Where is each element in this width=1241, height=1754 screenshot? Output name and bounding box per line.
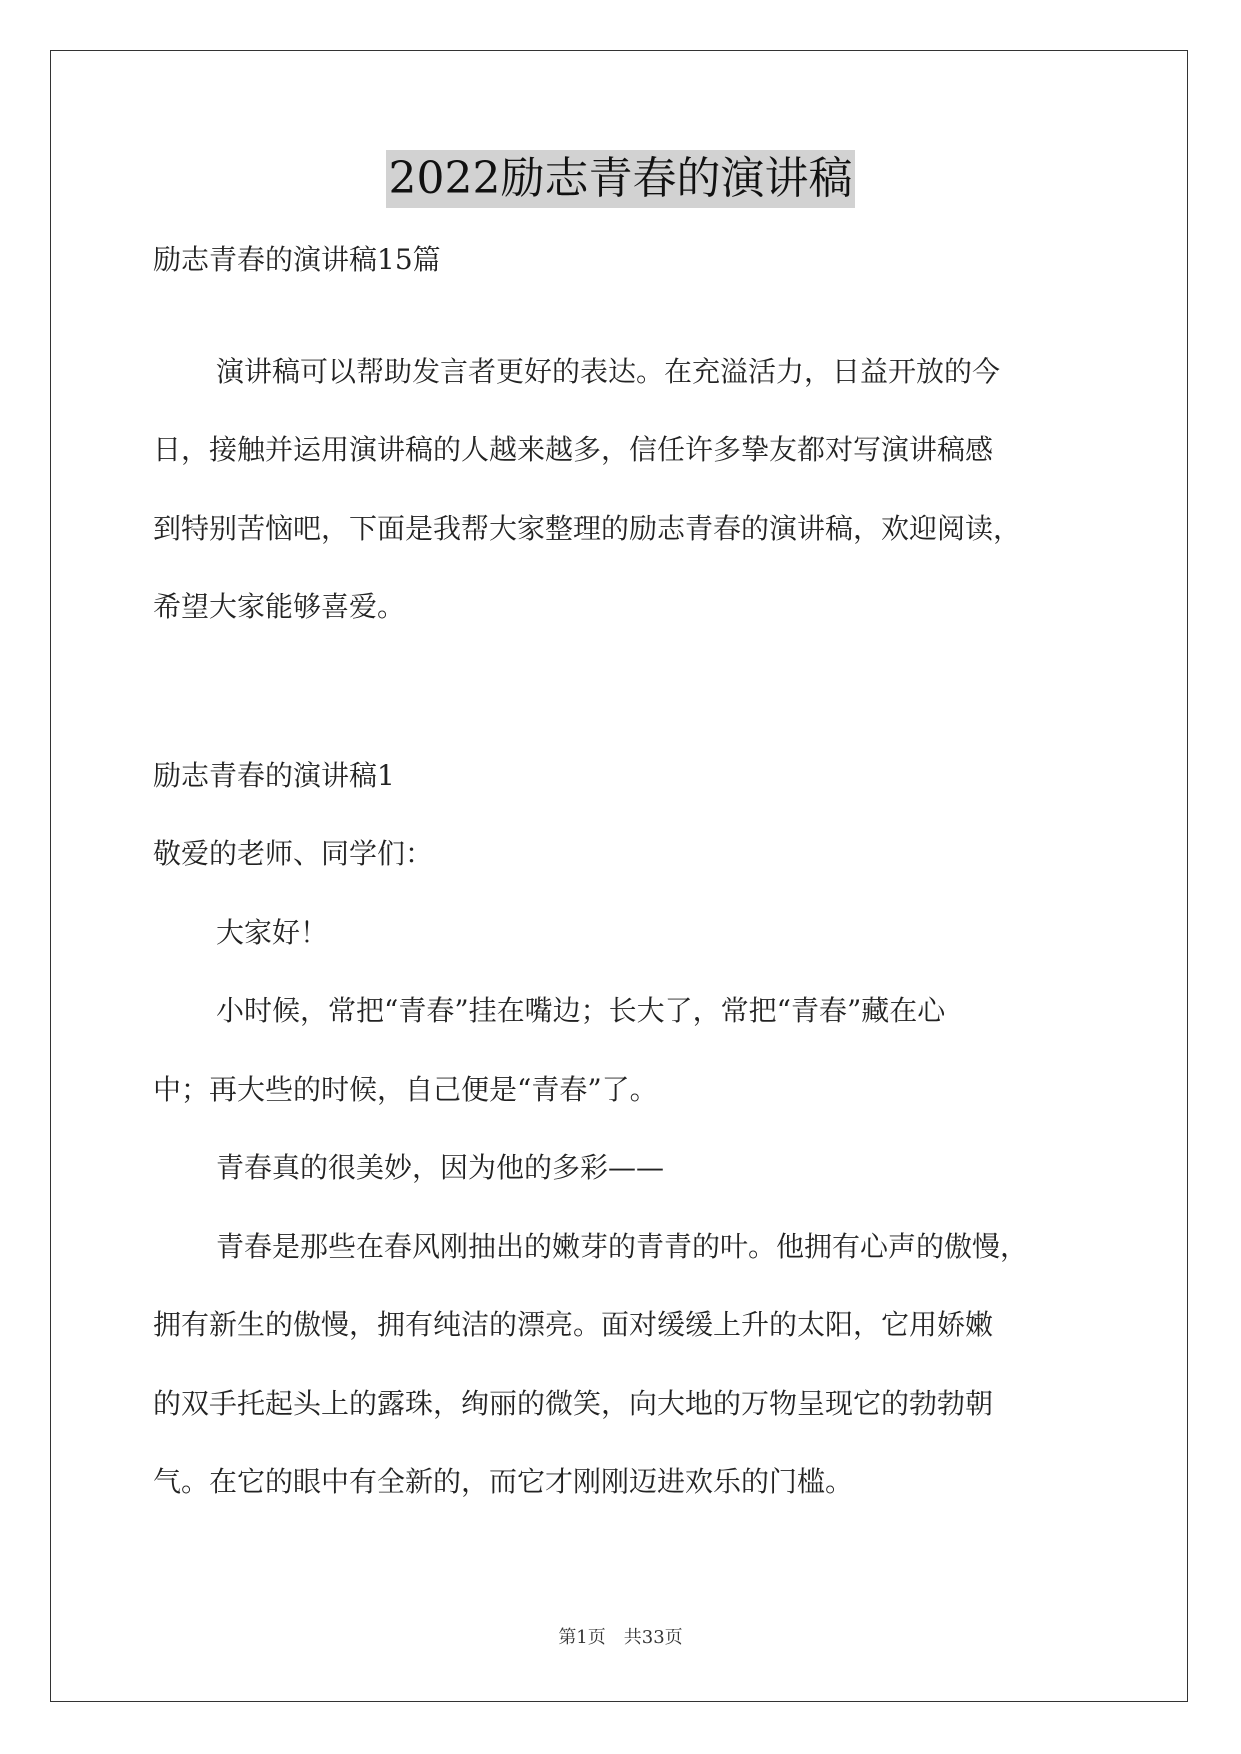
- greeting: 大家好！: [216, 916, 329, 949]
- intro-paragraph-line: 到特别苦恼吧，下面是我帮大家整理的励志青春的演讲稿，欢迎阅读，: [153, 512, 1022, 545]
- paragraph-line: 的双手托起头上的露珠，绚丽的微笑，向大地的万物呈现它的勃勃朝: [153, 1387, 994, 1420]
- paragraph-line: 青春是那些在春风刚抽出的嫩芽的青青的叶。他拥有心声的傲慢，: [216, 1230, 1029, 1263]
- paragraph-line: 气。在它的眼中有全新的，而它才刚刚迈进欢乐的门槛。: [153, 1465, 854, 1498]
- paragraph-line: 中；再大些的时候，自己便是“青春”了。: [153, 1073, 658, 1106]
- title-container: [0, 150, 1241, 208]
- intro-paragraph-line: 希望大家能够喜爱。: [153, 590, 406, 623]
- intro-paragraph-line: 日，接触并运用演讲稿的人越来越多，信任许多挚友都对写演讲稿感: [153, 433, 994, 466]
- intro-paragraph-line: 演讲稿可以帮助发言者更好的表达。在充溢活力，日益开放的今: [216, 355, 1001, 388]
- section-heading: 励志青春的演讲稿1: [153, 759, 395, 792]
- page-number-footer: 第1页 共33页: [558, 1627, 683, 1648]
- paragraph-line: 拥有新生的傲慢，拥有纯洁的漂亮。面对缓缓上升的太阳，它用娇嫩: [153, 1308, 994, 1341]
- document-subtitle: 励志青春的演讲稿15篇: [153, 243, 441, 276]
- page-border: [50, 50, 1188, 1702]
- salutation: 敬爱的老师、同学们：: [153, 837, 434, 870]
- paragraph-line: 青春真的很美妙，因为他的多彩——: [216, 1151, 665, 1184]
- document-title: 2022励志青春的演讲稿: [386, 150, 856, 208]
- paragraph-line: 小时候，常把“青春”挂在嘴边；长大了，常把“青春”藏在心: [216, 994, 946, 1027]
